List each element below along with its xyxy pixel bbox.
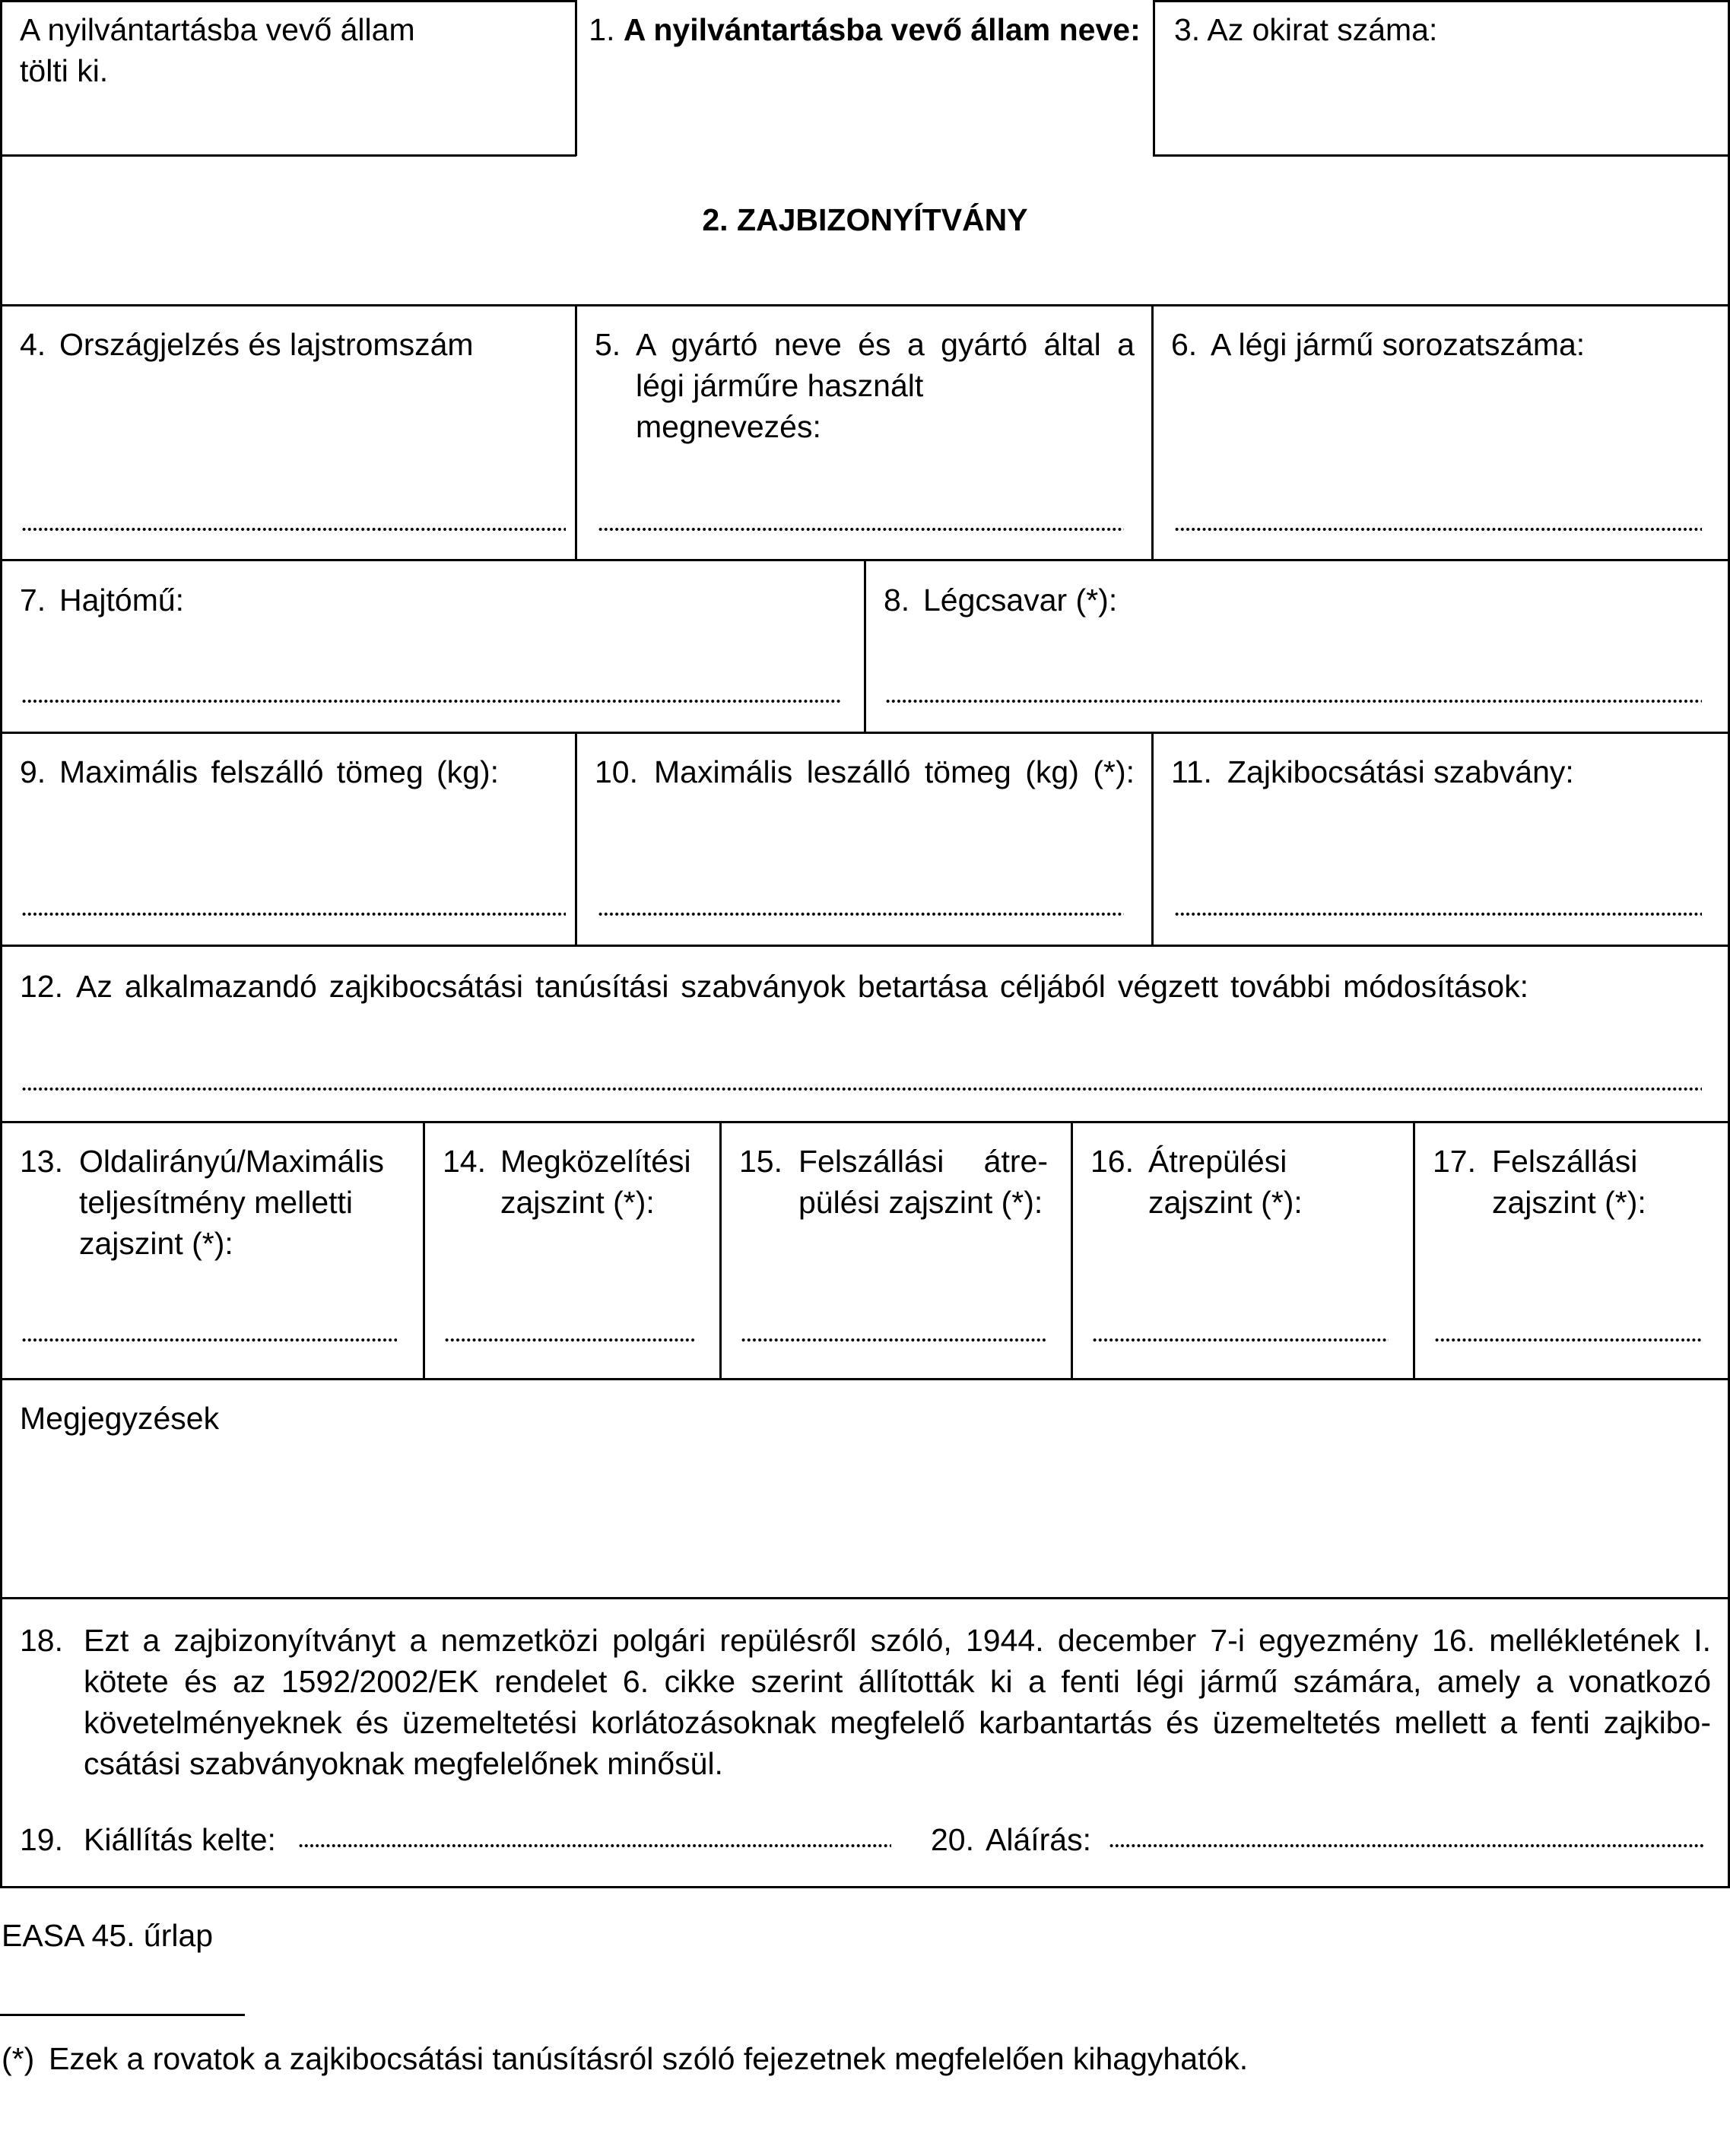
field-7-label: Hajtómű: — [59, 583, 185, 618]
form-identifier: EASA 45. űrlap — [2, 1918, 214, 1953]
divider-row-9 — [0, 945, 1730, 947]
field-19-number: 19. — [20, 1822, 63, 1857]
field-10-dotted-line — [598, 913, 1124, 916]
divider-header-bottom-left — [0, 154, 576, 157]
field-12-label: Az alkalmazandó zajkibocsátási tanúsítási szabványok betartása céljából végzett további módosítások: — [76, 969, 1528, 1004]
field-5-label-line2: légi járműre használt — [636, 368, 924, 403]
field-15-dotted-line — [741, 1338, 1046, 1342]
field-18-line2: kötete és az 1592/2002/EK rendelet 6. cikke szerint állították ki a fenti légi jármű számára, amely a vonatkozó — [84, 1664, 1711, 1699]
field-8-number: 8. — [884, 583, 910, 618]
field-20-dotted-line — [1109, 1844, 1705, 1847]
field-4-number: 4. — [20, 327, 46, 362]
field-1-registering-state — [578, 9, 1151, 50]
divider-row-remarks — [0, 1597, 1730, 1599]
field-9-dotted-line — [21, 913, 566, 916]
divider-header-bottom-right — [1153, 154, 1730, 157]
field-7-dotted-line — [21, 700, 841, 703]
field-3-document-number — [1174, 9, 1706, 50]
field-13-line3: zajszint (*): — [79, 1226, 233, 1261]
field-17-number: 17. — [1433, 1144, 1476, 1179]
field-4-dotted-line — [21, 528, 566, 531]
field-17-line2: zajszint (*): — [1492, 1185, 1646, 1220]
divider-row9-2 — [1151, 732, 1154, 946]
field-12-dotted-line — [21, 1088, 1702, 1091]
field-13-number: 13. — [20, 1144, 63, 1179]
field-1-label: A nyilvántartásba vevő állam neve: — [623, 12, 1141, 47]
field-14-dotted-line — [444, 1338, 697, 1342]
field-11-dotted-line — [1174, 913, 1702, 916]
border-top-left — [0, 0, 576, 2]
footnote-separator — [0, 2014, 245, 2016]
field-16-line2: zajszint (*): — [1148, 1185, 1303, 1220]
filled-by-note: A nyilvántartásba vevő állam tölti ki. — [20, 12, 415, 88]
field-16-line1: Átrepülési — [1148, 1144, 1287, 1179]
remarks-label: Megjegyzések — [20, 1401, 220, 1436]
field-5-label-line3: megnevezés: — [636, 409, 821, 444]
field-14-number: 14. — [443, 1144, 486, 1179]
field-18-number: 18. — [20, 1623, 63, 1658]
divider-row9-1 — [575, 732, 577, 946]
border-top-right — [1153, 0, 1730, 2]
divider-header-1 — [575, 0, 577, 156]
field-11-label: Zajkibocsátási szabvány: — [1227, 754, 1574, 789]
field-17-dotted-line — [1434, 1338, 1702, 1342]
field-19-dotted-line — [298, 1844, 891, 1847]
field-6-number: 6. — [1171, 327, 1198, 362]
field-18-line4: csátási szabványoknak megfelelőnek minősül. — [84, 1746, 723, 1781]
field-3-number: 3. — [1174, 12, 1201, 47]
field-7-number: 7. — [20, 583, 46, 618]
divider-row-title — [0, 304, 1730, 306]
field-20-number: 20. — [931, 1822, 974, 1857]
field-6-dotted-line — [1174, 528, 1702, 531]
divider-row7 — [864, 559, 866, 733]
field-14-line1: Megközelítési — [500, 1144, 691, 1179]
field-3-label: Az okirat száma: — [1207, 12, 1438, 47]
field-19-label: Kiállítás kelte: — [84, 1822, 276, 1857]
field-9-label: Maximális felszálló tömeg (kg): — [59, 754, 499, 789]
field-18-line3: követelményeknek és üzemeltetési korlátozásoknak megfelelő karbantartás és üzemeltetés mellett a fenti zajkibo- — [84, 1705, 1711, 1740]
divider-row13-2 — [719, 1121, 722, 1380]
divider-row4-1 — [575, 304, 577, 560]
field-5-label-line1: A gyártó neve és a gyártó által a — [636, 327, 1135, 362]
divider-row13-1 — [423, 1121, 425, 1380]
field-16-dotted-line — [1092, 1338, 1389, 1342]
divider-header-2 — [1153, 0, 1155, 156]
field-18-line1: Ezt a zajbizonyítványt a nemzetközi polgári repülésről szóló, 1944. december 7-i egyezmény 16. mellékletének I. — [84, 1623, 1711, 1658]
field-15-line1: Felszállási átre- — [798, 1144, 1048, 1179]
footnote-mark: (*) — [2, 2041, 35, 2076]
divider-row13-3 — [1071, 1121, 1073, 1380]
field-20-label: Aláírás: — [986, 1822, 1091, 1857]
border-bottom — [0, 1886, 1730, 1888]
field-10-number: 10. — [595, 754, 638, 789]
field-11-number: 11. — [1171, 754, 1212, 789]
field-9-number: 9. — [20, 754, 46, 789]
divider-row4-2 — [1151, 304, 1154, 560]
divider-row-12 — [0, 1121, 1730, 1123]
field-1-number: 1. — [589, 12, 615, 47]
field-17-line1: Felszállási — [1492, 1144, 1638, 1179]
field-6-label: A légi jármű sorozatszáma: — [1211, 327, 1586, 362]
divider-row13-4 — [1413, 1121, 1415, 1380]
footnote-text: Ezek a rovatok a zajkibocsátási tanúsításról szóló fejezetnek megfelelően kihagyhatók. — [49, 2041, 1249, 2076]
field-4-label: Országjelzés és lajstromszám — [59, 327, 474, 362]
certificate-title: 2. ZAJBIZONYÍTVÁNY — [702, 202, 1028, 237]
field-14-line2: zajszint (*): — [500, 1185, 655, 1220]
divider-row-13 — [0, 1378, 1730, 1380]
field-10-label: Maximális leszálló tömeg (kg) (*): — [654, 754, 1135, 789]
field-8-label: Légcsavar (*): — [923, 583, 1118, 618]
field-15-line2: pülési zajszint (*): — [798, 1185, 1043, 1220]
field-5-dotted-line — [598, 528, 1124, 531]
field-13-line2: teljesítmény melletti — [79, 1185, 354, 1220]
field-5-number: 5. — [595, 327, 621, 362]
field-13-line1: Oldalirányú/Maximális — [79, 1144, 385, 1179]
field-13-dotted-line — [21, 1338, 397, 1342]
field-12-number: 12. — [20, 969, 63, 1004]
field-16-number: 16. — [1090, 1144, 1134, 1179]
field-8-dotted-line — [885, 700, 1702, 703]
field-15-number: 15. — [739, 1144, 782, 1179]
